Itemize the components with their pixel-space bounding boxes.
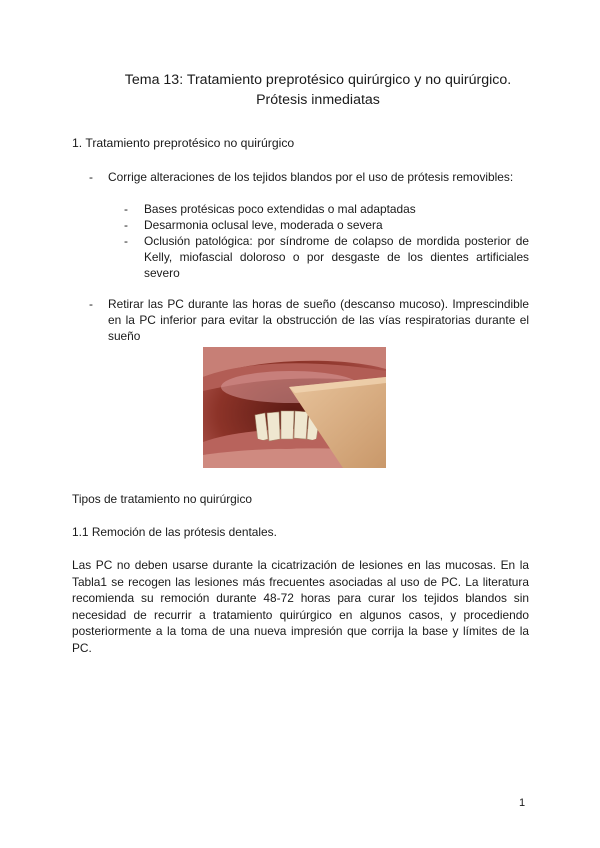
sub-list-text: Desarmonia oclusal leve, moderada o severa — [144, 218, 383, 232]
bullet-dash: - — [89, 297, 93, 311]
page-number: 1 — [519, 797, 526, 809]
sub-list-text: Oclusión patológica: por síndrome de colapso de mordida posterior de Kelly, miofascial doloroso o por desgaste de los dientes artificiales severo — [144, 234, 529, 280]
subheading-1-1: 1.1 Remoción de las prótesis dentales. — [72, 525, 277, 539]
sub-list-dash: - — [124, 234, 128, 248]
document-title-line-2: Prótesis inmediatas — [256, 92, 380, 108]
clinical-photo-mouth — [203, 347, 386, 468]
bullet-dash: - — [89, 170, 93, 184]
bullet-text: Retirar las PC durante las horas de sueño (descanso mucoso). Imprescindible en la PC inferior para evitar la obstrucción de las vías respiratorias durante el sueño — [108, 297, 529, 343]
sub-list-dash: - — [124, 202, 128, 216]
sub-list-dash: - — [124, 218, 128, 232]
mouth-photo-illustration — [203, 347, 386, 468]
section-1-heading: 1. Tratamiento preprotésico no quirúrgico — [72, 136, 295, 150]
bullet-text: Corrige alteraciones de los tejidos blandos por el uso de prótesis removibles: — [108, 170, 514, 184]
sub-list-text: Bases protésicas poco extendidas o mal adaptadas — [144, 202, 416, 216]
body-paragraph: Las PC no deben usarse durante la cicatrización de lesiones en las mucosas. En la Tabla1 se recogen las lesiones más frecuentes asociadas al uso de PC. La literatura recomienda su remoción durante 48-72 horas para curar los tejidos blandos sin necesidad de recurrir a tratamiento quirúrgico en algunos casos, y procediendo posteriormente a la toma de una nueva impresión que corrija la base y límites de la PC. — [72, 558, 529, 655]
document-title-line-1: Tema 13: Tratamiento preprotésico quirúrgico y no quirúrgico. — [124, 72, 512, 88]
subheading-treatment-types: Tipos de tratamiento no quirúrgico — [72, 492, 252, 506]
